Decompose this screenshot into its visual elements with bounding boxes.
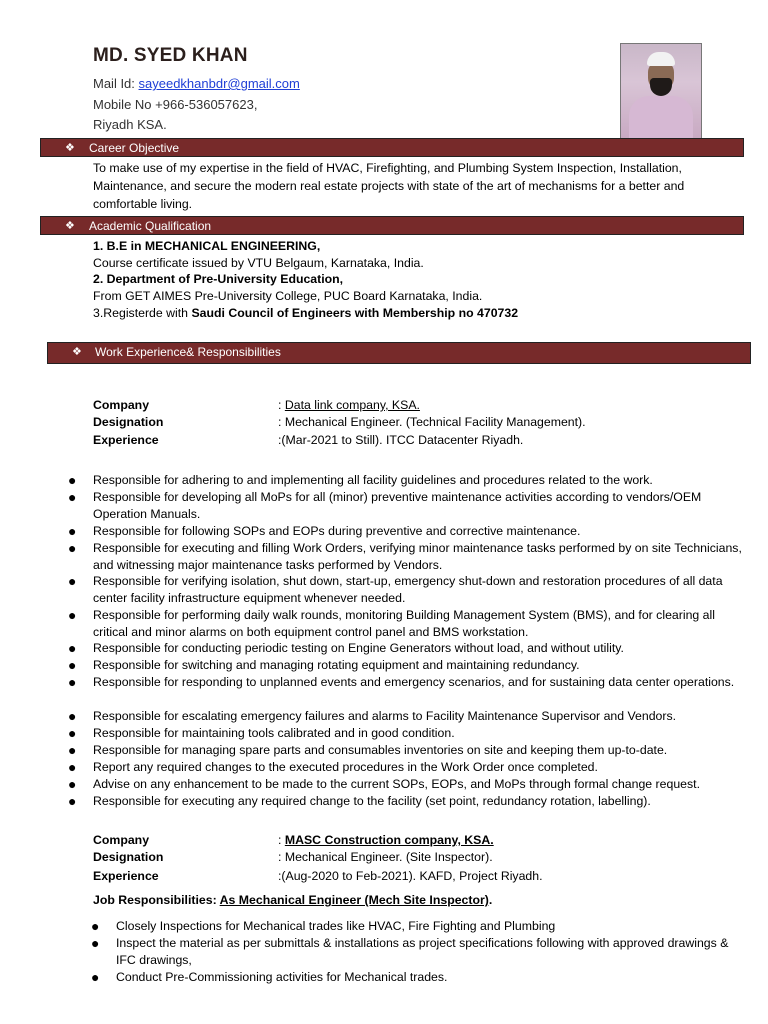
list-item: ● Inspect the material as per submittals & installations as project specifications following with approved drawings & IFC drawings,	[91, 935, 729, 967]
list-item: ● Responsible for performing daily walk rounds, monitoring Building Management System (BMS), and for clearing all critical and minor alarms on both equipment control panel and BMS workstation.	[68, 607, 715, 639]
puc-title: 2. Department of Pre-University Education,	[93, 272, 344, 286]
list-item: ● Report any required changes to the executed procedures in the Work Order once completed.	[68, 759, 598, 775]
designation-value: : Mechanical Engineer. (Site Inspector).	[278, 850, 493, 864]
degree-title: 1. B.E in MECHANICAL ENGINEERING,	[93, 239, 321, 253]
bullet-icon: ●	[68, 708, 77, 724]
email-line	[93, 76, 300, 91]
list-item: ● Responsible for developing all MoPs for all (minor) preventive maintenance activities according to vendors/OEM Operation Manuals.	[68, 489, 702, 521]
bullet-icon: ●	[68, 759, 77, 775]
profile-photo	[620, 43, 702, 140]
mobile-line: Mobile No +966-536057623,	[93, 97, 258, 112]
bullet-icon: ●	[68, 607, 77, 623]
candidate-name: MD. SYED KHAN	[93, 45, 248, 66]
resp-title: As Mechanical Engineer (Mech Site Inspector)	[219, 893, 489, 907]
experience-label: Experience	[93, 433, 159, 447]
list-item: ● Responsible for executing any required change to the facility (set point, redundancy rotation, labelling).	[68, 793, 651, 809]
bullet-icon: ●	[68, 640, 77, 656]
list-item: ● Responsible for executing and filling Work Orders, verifying minor maintenance tasks performed by on site Technicians, and witnessing major maintenance tasks performed by Vendors.	[68, 540, 742, 572]
bullet-icon: ●	[68, 725, 77, 741]
list-item: ● Responsible for following SOPs and EOPs during preventive and corrective maintenance.	[68, 523, 581, 539]
list-item: ● Responsible for managing spare parts and consumables inventories on site and keeping them up-to-date.	[68, 742, 668, 758]
bullet-icon: ●	[68, 472, 77, 488]
registration-line	[93, 306, 518, 320]
bullet-icon: ●	[68, 742, 77, 758]
list-item: ● Responsible for responding to unplanned events and emergency scenarios, and for sustaining data center operations.	[68, 674, 735, 690]
career-objective-text: To make use of my expertise in the field of HVAC, Firefighting, and Plumbing System Inspection, Installation, Maintenance, and secure the modern real estate projects with state of the art of mechanisms for a better and comfortable living.	[93, 161, 685, 211]
company-name: Data link company, KSA.	[284, 398, 420, 412]
bullet-icon: ●	[68, 793, 77, 809]
bullet-icon: ●	[68, 674, 77, 690]
bullet-icon: ●	[68, 573, 77, 589]
section-title: Academic Qualification	[89, 219, 212, 233]
list-item: ● Responsible for switching and managing rotating equipment and maintaining redundancy.	[68, 657, 580, 673]
diamond-bullet-icon: ❖	[65, 220, 75, 232]
list-item: ● Responsible for conducting periodic testing on Engine Generators without load, and without utility.	[68, 640, 624, 656]
designation-label: Designation	[93, 415, 164, 429]
bullet-icon: ●	[68, 776, 77, 792]
location-line: Riyadh KSA.	[93, 117, 167, 132]
bullet-icon: ●	[91, 969, 100, 985]
designation-value: : Mechanical Engineer. (Technical Facility Management).	[278, 415, 586, 429]
email-label: Mail Id:	[93, 76, 139, 91]
company-name: MASC Construction company, KSA.	[284, 833, 494, 847]
company-value	[278, 833, 494, 847]
list-item: ● Responsible for adhering to and implementing all facility guidelines and procedures related to the work.	[68, 472, 653, 488]
separator: :	[278, 398, 285, 412]
list-item: ● Closely Inspections for Mechanical trades like HVAC, Fire Fighting and Plumbing	[91, 918, 556, 934]
bullet-icon: ●	[68, 657, 77, 673]
degree-detail: Course certificate issued by VTU Belgaum, Karnataka, India.	[93, 256, 424, 270]
academic-header	[40, 216, 744, 235]
career-objective-header	[40, 138, 744, 157]
email-link[interactable]: sayeedkhanbdr@gmail.com	[138, 76, 300, 91]
resp-label: Job Responsibilities:	[93, 893, 220, 907]
resp-end: .	[488, 893, 493, 907]
list-item: ● Responsible for escalating emergency failures and alarms to Facility Maintenance Supervisor and Vendors.	[68, 708, 677, 724]
bullet-icon: ●	[91, 935, 100, 951]
section-title: Career Objective	[89, 141, 180, 155]
diamond-bullet-icon: ❖	[72, 346, 82, 358]
list-item: ● Conduct Pre-Commissioning activities for Mechanical trades.	[91, 969, 448, 985]
separator: :	[278, 833, 285, 847]
job-responsibilities-heading	[93, 893, 492, 907]
bullet-icon: ●	[91, 918, 100, 934]
designation-label: Designation	[93, 850, 164, 864]
registration-detail: Saudi Council of Engineers with Membership no 470732	[191, 306, 519, 320]
bullet-icon: ●	[68, 523, 77, 539]
experience-value: :(Mar-2021 to Still). ITCC Datacenter Riyadh.	[278, 433, 524, 447]
experience-label: Experience	[93, 869, 159, 883]
list-item: ● Advise on any enhancement to be made to the current SOPs, EOPs, and MoPs through formal change request.	[68, 776, 700, 792]
list-item: ● Responsible for verifying isolation, shut down, start-up, emergency shut-down and restoration procedures of all data center facility infrastructure equipment whenever needed.	[68, 573, 723, 605]
bullet-icon: ●	[68, 489, 77, 505]
company-value	[278, 398, 420, 412]
bullet-icon: ●	[68, 540, 77, 556]
experience-value: :(Aug-2020 to Feb-2021). KAFD, Project Riyadh.	[278, 869, 543, 883]
work-experience-header	[47, 342, 751, 364]
company-label: Company	[93, 398, 150, 412]
company-label: Company	[93, 833, 150, 847]
registration-prefix: 3.Registerde with	[93, 306, 192, 320]
section-title: Work Experience& Responsibilities	[95, 345, 281, 359]
diamond-bullet-icon: ❖	[65, 142, 75, 154]
list-item: ● Responsible for maintaining tools calibrated and in good condition.	[68, 725, 455, 741]
puc-detail: From GET AIMES Pre-University College, PUC Board Karnataka, India.	[93, 289, 483, 303]
